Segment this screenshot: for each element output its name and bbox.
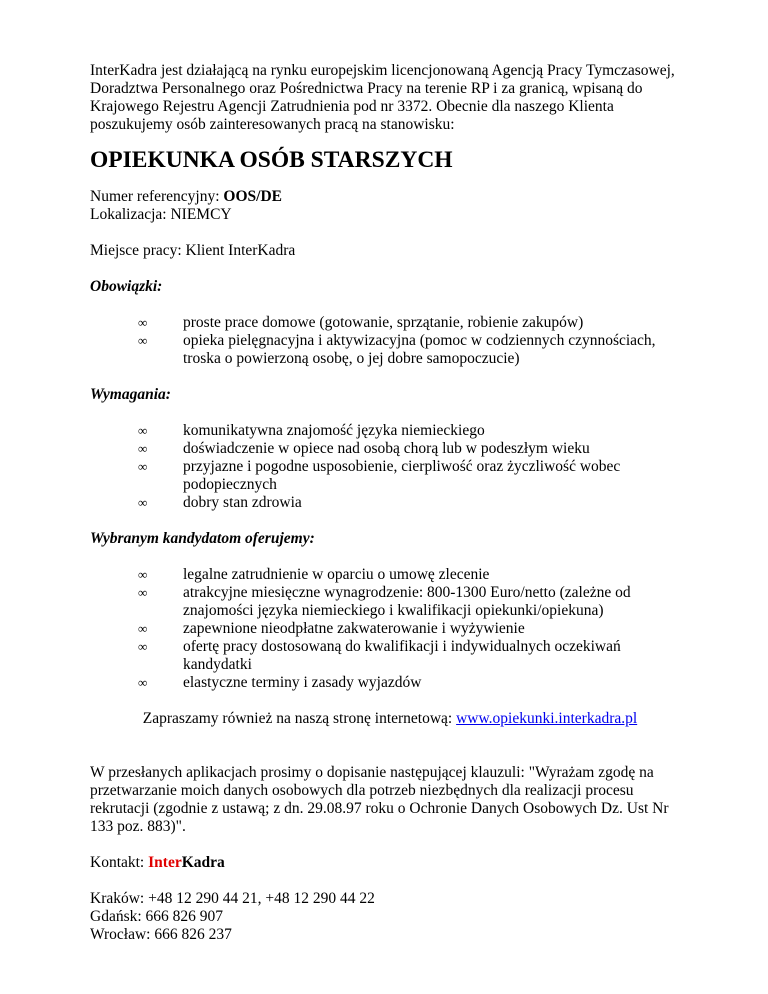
phone-gdansk: Gdańsk: 666 826 907 [90, 908, 224, 925]
phone-krakow: Kraków: +48 12 290 44 21, +48 12 290 44 22 [90, 890, 375, 907]
reference-number [90, 188, 690, 206]
offer-list [90, 566, 690, 692]
list-item: ∞ elastyczne terminy i zasady wyjazdów [138, 674, 422, 691]
bullet-icon: ∞ [138, 585, 148, 600]
job-title: OPIEKUNKA OSÓB STARSZYCH [90, 147, 453, 173]
job-details [90, 188, 690, 224]
offer-title: Wybranym kandydatom oferujemy: [90, 530, 315, 547]
phone-wroclaw: Wrocław: 666 826 237 [90, 926, 232, 943]
document-page [90, 62, 690, 944]
list-item: ∞ dobry stan zdrowia [138, 494, 302, 511]
list-item: ∞ przyjazne i pogodne usposobienie, cierpliwość oraz życzliwość wobec podopiecznych [138, 458, 621, 493]
brand-inter: Inter [148, 854, 182, 871]
reference-value: OOS/DE [223, 188, 282, 205]
list-item: ∞ zapewnione nieodpłatne zakwaterowanie i wyżywienie [138, 620, 525, 637]
duties-list [90, 314, 690, 368]
consent-clause: W przesłanych aplikacjach prosimy o dopisanie następującej klauzuli: "Wyrażam zgodę na przetwarzanie moich danych osobowych dla potrzeb niezbędnych dla realizacji procesu rekrutacji (zgodnie z ustawą; z dn. 29.08.97 roku o Ochronie Danych Osobowych Dz. Ust Nr 133 poz. 883)". [90, 764, 669, 835]
phone-list [90, 890, 690, 944]
intro-paragraph: InterKadra jest działającą na rynku europejskim licencjonowaną Agencją Pracy Tymczasowej, Doradztwa Personalnego oraz Pośrednictwa Pracy na terenie RP i za granicą, wpisaną do Krajowego Rejestru Agencji Zatrudnienia pod nr 3372. Obecnie dla naszego Klienta poszukujemy osób zainteresowanych pracą na stanowisku: [90, 62, 675, 133]
list-item: ∞ legalne zatrudnienie w oparciu o umowę zlecenie [138, 566, 490, 583]
bullet-icon: ∞ [138, 315, 148, 330]
workplace: Miejsce pracy: Klient InterKadra [90, 242, 296, 259]
list-item: ∞ atrakcyjne miesięczne wynagrodzenie: 800-1300 Euro/netto (zależne od znajomości języka niemieckiego i kwalifikacji opiekunki/opiekuna) [138, 584, 631, 619]
bullet-icon: ∞ [138, 495, 148, 510]
bullet-icon: ∞ [138, 459, 148, 474]
bullet-icon: ∞ [138, 441, 148, 456]
list-item: ∞ ofertę pracy dostosowaną do kwalifikacji i indywidualnych oczekiwań kandydatki [138, 638, 621, 673]
requirements-title: Wymagania: [90, 386, 171, 403]
location: Lokalizacja: NIEMCY [90, 206, 232, 223]
contact-label: Kontakt: [90, 854, 149, 871]
reference-label: Numer referencyjny: [90, 188, 224, 205]
list-item: ∞ komunikatywna znajomość języka niemieckiego [138, 422, 485, 439]
requirements-list [90, 422, 690, 512]
website-link[interactable]: www.opiekunki.interkadra.pl [456, 710, 638, 727]
list-item: ∞ doświadczenie w opiece nad osobą chorą lub w podeszłym wieku [138, 440, 590, 457]
duties-title: Obowiązki: [90, 278, 163, 295]
website-text: Zapraszamy również na naszą stronę internetową: [142, 710, 457, 727]
bullet-icon: ∞ [138, 621, 148, 636]
brand-kadra: Kadra [181, 854, 225, 871]
bullet-icon: ∞ [138, 567, 148, 582]
contact-line [90, 854, 690, 872]
bullet-icon: ∞ [138, 675, 148, 690]
list-item: ∞ opieka pielęgnacyjna i aktywizacyjna (pomoc w codziennych czynnościach, troska o powierzoną osobę, o jej dobre samopoczucie) [138, 332, 656, 367]
bullet-icon: ∞ [138, 639, 148, 654]
bullet-icon: ∞ [138, 423, 148, 438]
bullet-icon: ∞ [138, 333, 148, 348]
website-line [90, 710, 690, 728]
list-item: ∞ proste prace domowe (gotowanie, sprzątanie, robienie zakupów) [138, 314, 584, 331]
